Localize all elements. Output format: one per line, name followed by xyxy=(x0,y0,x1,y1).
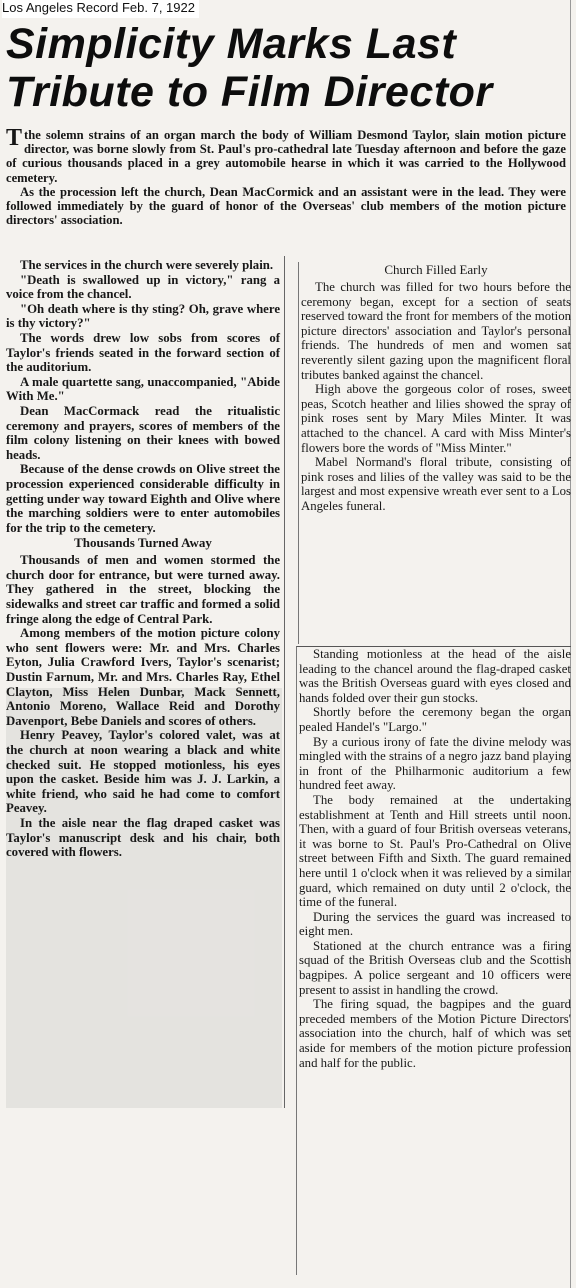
lead-paragraph-1 xyxy=(6,125,566,185)
right-paragraph: The church was filled for two hours before the ceremony began, except for a section of seats reserved toward the front for members of the motion picture directors' association and Taylor's personal friends. The hundreds of men and women sat reverently silent gazing upon the magnificent floral tributes banked against the chancel. xyxy=(301,280,571,382)
right-paragraph: Shortly before the ceremony began the organ pealed Handel's "Largo." xyxy=(299,705,571,734)
left-subhead: Thousands Turned Away xyxy=(74,535,212,551)
right-paragraph: The firing squad, the bagpipes and the guard preceded members of the Motion Picture Directors' association into the church, half of which was set aside for members of the motion picture profession and half for the public. xyxy=(299,997,571,1070)
left-paragraph: Among members of the motion picture colony who sent flowers were: Mr. and Mrs. Charles Eyton, Julia Crawford Ivers, Taylor's scenarist; Dustin Farnum, Mr. and Mrs. Charles Ray, Ethel Clayton, Miss Helen Dunbar, Mack Sennett, Antonio Moreno, Wallace Reid and Dorothy Davenport, Bebe Daniels and scores of others. xyxy=(6,626,280,728)
left-paragraph: "Death is swallowed up in victory," rang a voice from the chancel. xyxy=(6,272,280,302)
right-paragraph: Standing motionless at the head of the aisle leading to the chancel around the flag-draped casket was the British Overseas guard with eyes closed and hands folded over their gun stocks. xyxy=(299,647,571,705)
column-rule xyxy=(284,256,285,1108)
right-column-top xyxy=(298,262,571,644)
right-paragraph: High above the gorgeous color of roses, sweet peas, Scotch heather and lilies showed the spray of pink roses sent by Mary Miles Minter. It was attached to the chancel. A card with Miss Minter's flowers bore the words of "Miss Minter." xyxy=(301,382,571,455)
lead-paragraph-1-text: the solemn strains of an organ march the body of William Desmond Taylor, slain motion picture director, was borne slowly from St. Paul's pro-cathedral late Tuesday afternoon and before the gaze of curious thousands placed in a grey automobile hearse in which it was carried to the Hollywood cemetery. xyxy=(6,128,566,185)
left-paragraph: Henry Peavey, Taylor's colored valet, was at the church at noon wearing a black and white checked suit. He stopped motionless, his eyes upon the casket. Beside him was J. J. Larkin, a white friend, who said he had come to comfort Peavey. xyxy=(6,728,280,816)
right-paragraph: Mabel Normand's floral tribute, consisting of pink roses and lilies of the valley was said to be the largest and most expensive wreath ever sent to a Los Angeles funeral. xyxy=(301,455,571,513)
right-subhead: Church Filled Early xyxy=(384,262,488,277)
left-paragraph: Dean MacCormack read the ritualistic ceremony and prayers, scores of members of the film colony listening on their knees with bowed heads. xyxy=(6,403,280,462)
left-paragraph: The words drew low sobs from scores of Taylor's friends seated in the forward section of the auditorium. xyxy=(6,330,280,375)
left-paragraph: The services in the church were severely plain. xyxy=(20,258,274,272)
headline: Simplicity Marks Last Tribute to Film Director xyxy=(6,20,493,116)
left-paragraph: "Oh death where is thy sting? Oh, grave where is thy victory?" xyxy=(6,301,280,331)
left-column xyxy=(6,258,280,860)
right-paragraph: The body remained at the undertaking establishment at Tenth and Hill streets until noon. Then, with a guard of four British overseas veterans, it was borne to St. Paul's Pro-Cathedral on Olive street between Fifth and Sixth. The guard remained here until 1 o'clock when it was relieved by a similar guard, which remained on duty until 2 o'clock, the time of the funeral. xyxy=(299,792,571,910)
left-paragraph: In the aisle near the flag draped casket was Taylor's manuscript desk and his chair, both covered with flowers. xyxy=(6,815,280,860)
left-paragraph: Thousands of men and women stormed the church door for entrance, but were turned away. They gathered in the street, blocking the sidewalks and street car traffic and formed a solid fringe along the edge of Central Park. xyxy=(6,553,280,626)
lead-paragraph-2: As the procession left the church, Dean MacCormick and an assistant were in the lead. They were followed immediately by the guard of honor of the Overseas' club members of the motion picture directors' association. xyxy=(6,184,566,228)
left-paragraph: A male quartette sang, unaccompanied, "Abide With Me." xyxy=(6,374,280,404)
drop-cap: T xyxy=(6,125,23,151)
right-column-bottom xyxy=(296,646,571,1275)
right-paragraph: During the services the guard was increased to eight men. xyxy=(299,909,571,939)
right-paragraph: Stationed at the church entrance was a firing squad of the British Overseas club and the Scottish bagpipes. A police sergeant and 10 officers were present to assist in handling the crowd. xyxy=(299,938,571,997)
right-paragraph: By a curious irony of fate the divine melody was mingled with the strains of a negro jazz band playing in front of the Philharmonic auditorium a few hundred feet away. xyxy=(299,734,571,793)
lead-paragraphs xyxy=(6,125,566,228)
source-caption: Los Angeles Record Feb. 7, 1922 xyxy=(2,0,199,18)
left-paragraph: Because of the dense crowds on Olive street the procession experienced considerable difficulty in getting under way toward Eighth and Olive where the marching soldiers were to enter automobiles for the trip to the cemetery. xyxy=(6,462,280,535)
